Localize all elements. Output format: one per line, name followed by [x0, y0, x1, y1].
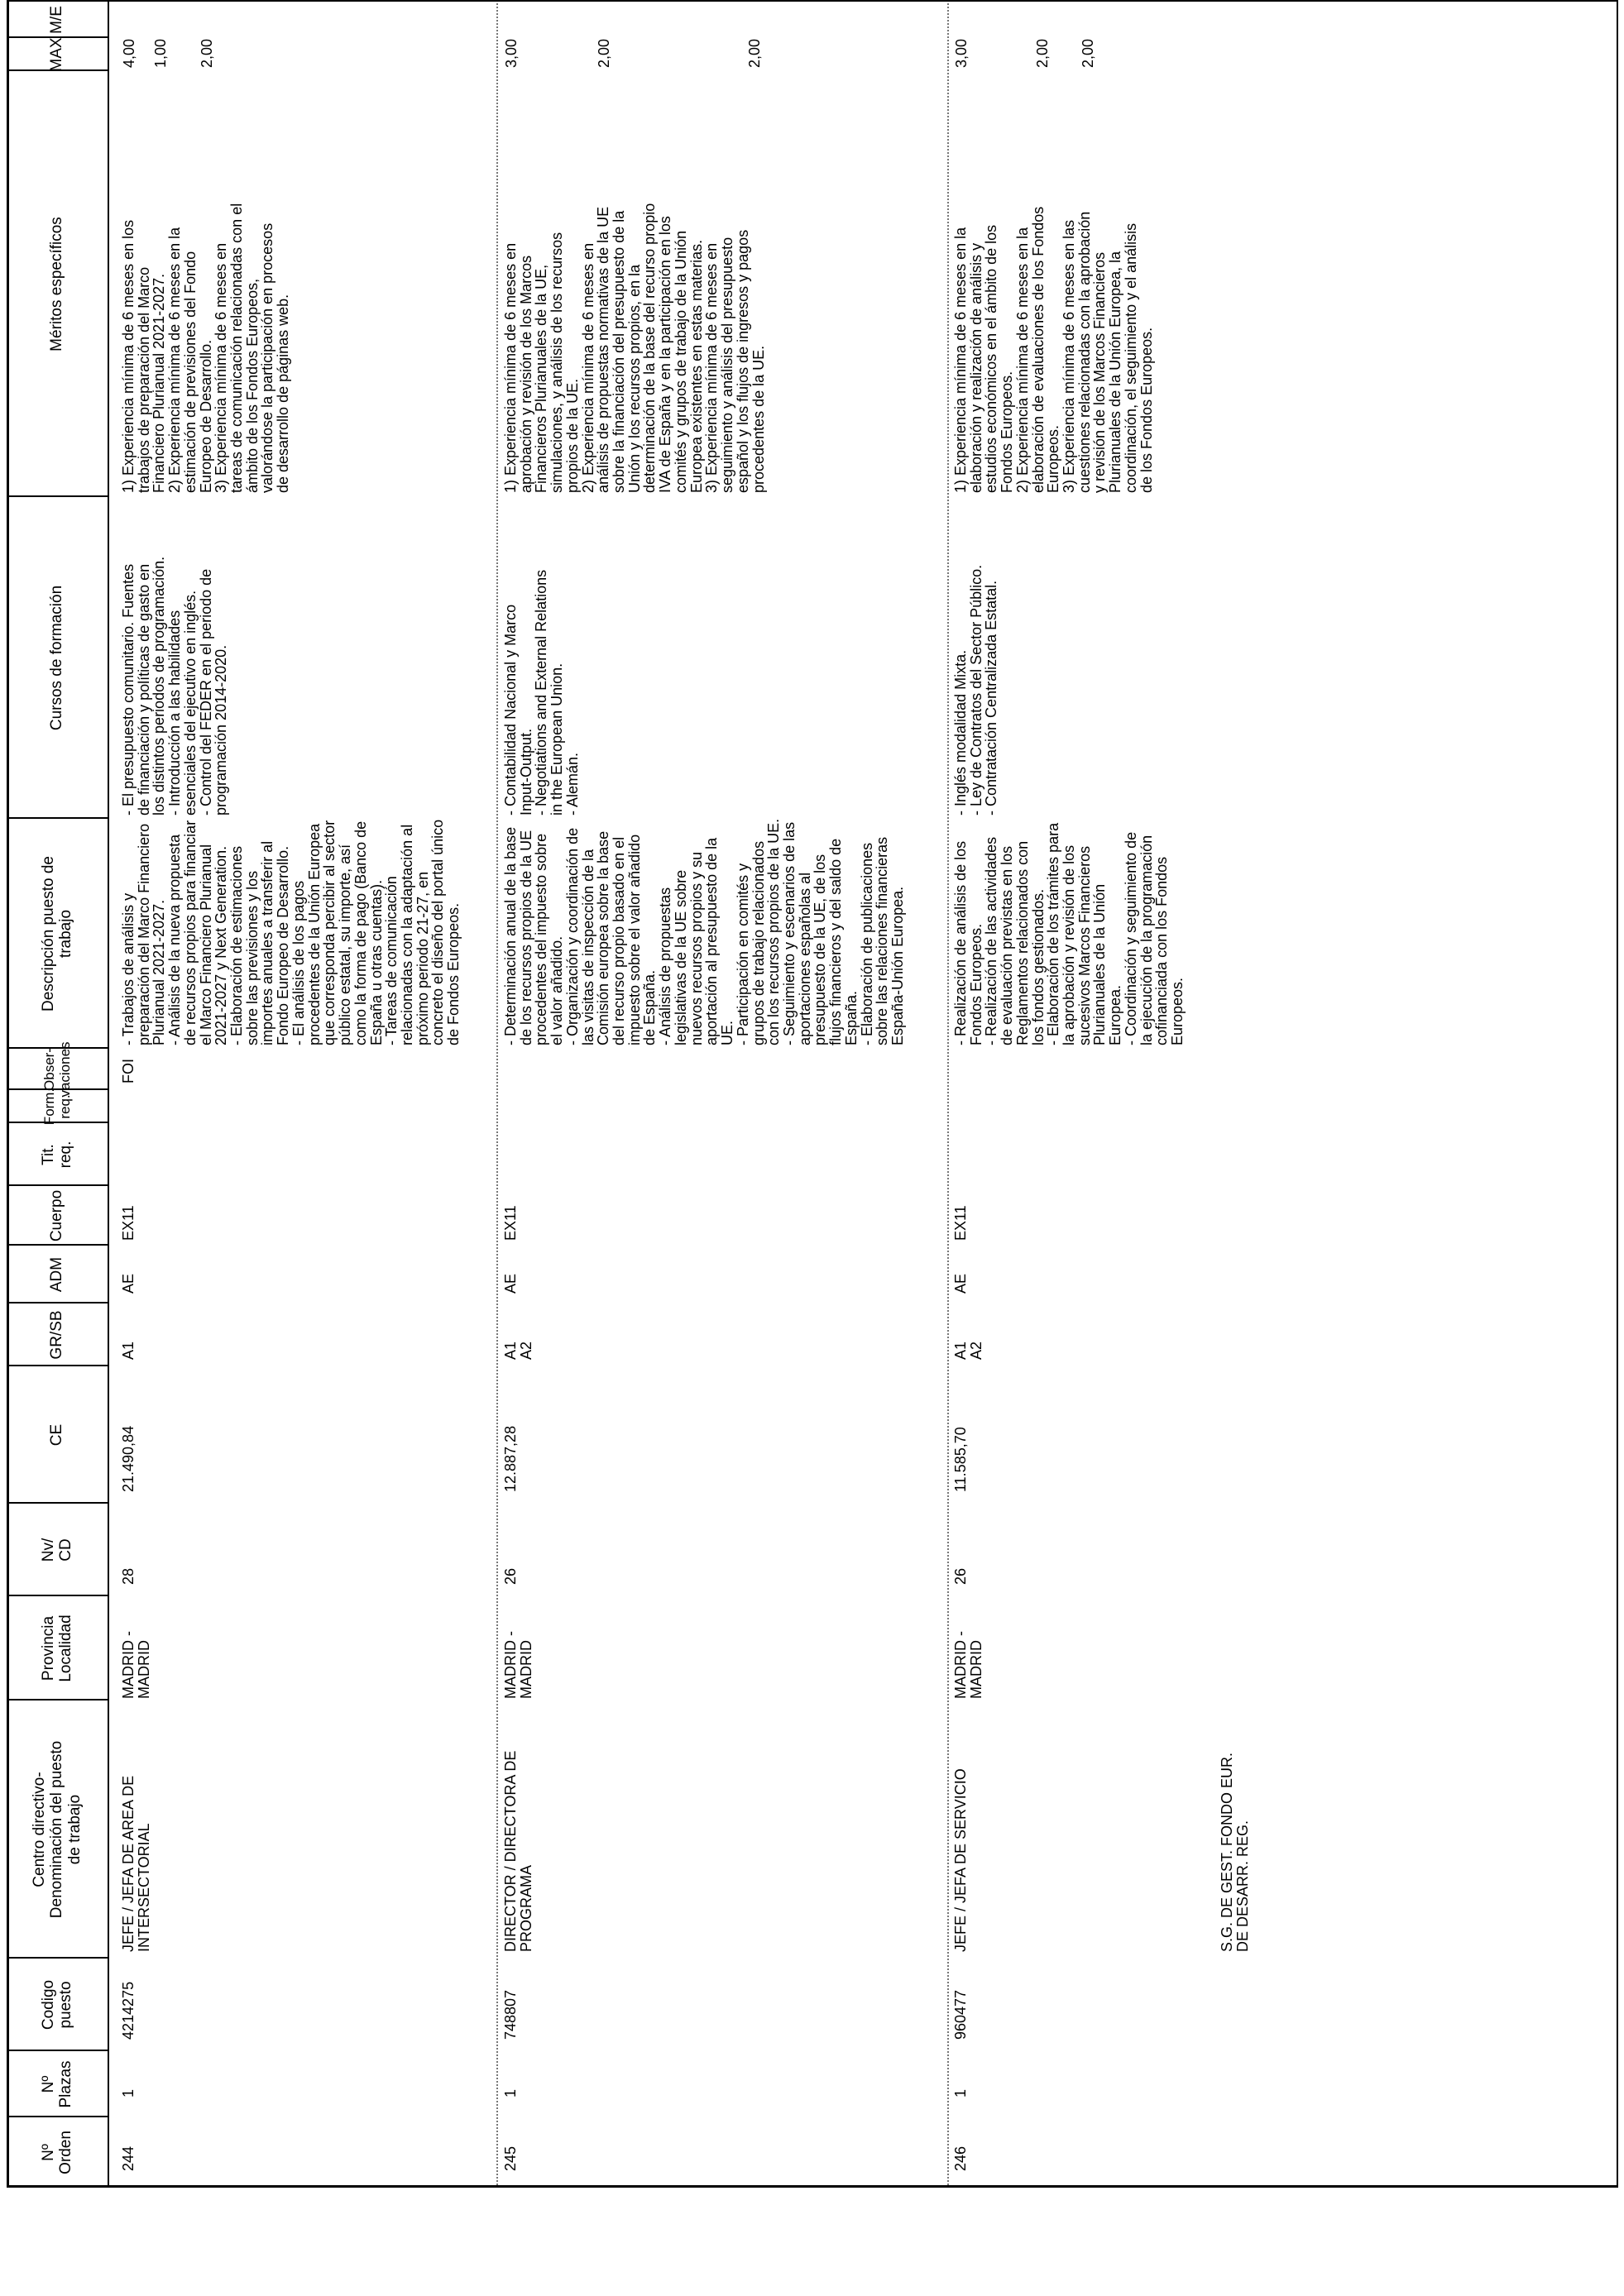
row-245-cursos: - Contabilidad Nacional y Marco Input-Output. - Negotiations and External Relations in the European Union. - Alemán.: [502, 569, 581, 816]
row-244-max-3: 2,00: [199, 38, 215, 68]
row-246-codigo: 960477: [952, 1989, 969, 2040]
row-244-meritos: 1) Experiencia mínima de 6 meses en los trabajos de preparación del Marco Financiero Plurianual 2021-2027. 2) Experiencia mínima de 6 meses en la estimación de previsiones del Fondo Europeo de Desarrollo. 3) Experiencia mínima de 6 meses en tareas de comunicación relacionadas con el ámbito de los Fondos Europeos, valorándose la participación en procesos de desarrollo de páginas web.: [120, 203, 292, 493]
header-grupo: GR/SB: [48, 1310, 66, 1360]
row-244-codigo: 4214275: [120, 1981, 137, 2040]
header-formacion: Form. req.: [41, 1088, 73, 1126]
header-codigo: Codigo puesto: [39, 1979, 74, 2031]
header-ce: CE: [48, 1423, 66, 1447]
row-245-adm: AE: [502, 1273, 519, 1294]
row-246-max-3: 2,00: [1080, 38, 1096, 68]
header-cursos: Cursos de formación: [48, 585, 66, 731]
row-245-descripcion: - Determinación anual de la base de los recursos propios de la UE procedentes del impuesto sobre el valor añadido. - Organización y coordinación de las visitas de inspección de la Comisión europea sobre la base del recurso propio basado en el impuesto sobre el valor añadido de España. - Análisis de propuestas legislativas de la UE sobre nuevos recursos propios y su aportación al presupuesto de la UE. - Participación en comités y grupos de trabajo relacionados con los recursos propios de la UE. - Seguimiento y escenarios de las aportaciones españolas al presupuesto de la UE, de los flujos financieros y del saldo de España. - Elaboración de publicaciones sobre las relaciones financieras España-Unión Europea.: [502, 818, 906, 1045]
row-245-nivel: 26: [502, 1567, 519, 1585]
unit-label: S.G. DE GEST. FONDO EUR. DE DESARR. REG.: [1219, 1752, 1251, 1952]
header-provincia: Provincia Localidad: [39, 1614, 74, 1682]
row-244-ce: 21.490,84: [120, 1425, 137, 1492]
row-244-cuerpo: EX11: [120, 1205, 137, 1241]
row-245-denominacion: DIRECTOR / DIRECTORA DE PROGRAMA: [502, 1750, 534, 1952]
row-246-provincia: MADRID - MADRID: [952, 1631, 984, 1699]
row-244-grupo: A1: [120, 1341, 137, 1360]
row-246-plazas: 1: [952, 2088, 969, 2097]
row-246-meritos: 1) Experiencia mínima de 6 meses en la elaboración y realización de análisis y estudios económicos en el ámbito de los Fondos Europeos. 2) Experiencia mínima de 6 meses en la elaboración de evaluaciones de los Fondos Europeos. 3) Experiencia mínima de 6 meses en las cuestiones relacionadas con la aprobación y revisión de los Marcos Financieros Plurianuales de la Unión Europea, la coordinación, el seguimiento y el análisis de los Fondos Europeos.: [952, 206, 1155, 493]
header-me: M/E: [48, 6, 66, 34]
row-245-meritos: 1) Experiencia mínima de 6 meses en aprobación y revisión de los Marcos Financieros Plurianuales de la UE, simulaciones, y análisis de los recursos propios de la UE. 2) Experiencia mínima de 6 meses en análisis de propuestas normativas de la UE sobre la financiación del presupuesto de la Unión y los recursos propios, en la determinación de la base del recurso propio IVA de España y en la participación en los comités y grupos de trabajo de la Unión Europea existentes en estas materias. 3) Experiencia mínima de 6 meses en seguimiento y análisis del presupuesto español y los flujos de ingresos y pagos procedentes de la UE.: [502, 203, 767, 493]
row-246-max-1: 3,00: [953, 38, 970, 68]
row-244-denominacion: JEFE / JEFA DE AREA DE INTERSECTORIAL: [120, 1775, 152, 1952]
row-246-grupo: A1 A2: [952, 1341, 984, 1360]
row-246-cuerpo: EX11: [952, 1205, 969, 1241]
row-245-max-3: 2,00: [746, 38, 763, 68]
row-245-max-1: 3,00: [503, 38, 520, 68]
header-max: MAX: [48, 37, 66, 72]
row-246-descripcion: - Realización de análisis de los Fondos Europeos. - Realización de las actividades de evaluación previstas en los Reglamentos relacionados con los fondos gestionados. - Elaboración de los trámites para la aprobación y revisión de los sucesivos Marcos Financieros Plurianuales de la Unión Europea. - Coordinación y seguimiento de la ejecución de la programación cofinanciada con los Fondos Europeos.: [952, 822, 1186, 1045]
header-descripcion: Descripción puesto de trabajo: [39, 856, 74, 1012]
header-cuerpo: Cuerpo: [48, 1189, 66, 1242]
row-244-cursos: - El presupuesto comunitario. Fuentes de financiación y políticas de gasto en los distintos periodos de programación. - Introducción a las habilidades esenciales del ejecutivo en inglés. - Control del FEDER en el periodo de programación 2014-2020.: [120, 556, 230, 816]
row-245-grupo: A1 A2: [502, 1341, 534, 1360]
row-246-cursos: - Inglés modalidad Mixta. - Ley de Contratos del Sector Público. - Contratación Centralizada Estatal.: [952, 564, 1000, 816]
row-245-orden: 245: [502, 2145, 519, 2171]
row-244-orden: 244: [120, 2145, 137, 2171]
row-246-denominacion: JEFE / JEFA DE SERVICIO: [952, 1768, 969, 1952]
row-246-adm: AE: [952, 1273, 969, 1294]
row-245-provincia: MADRID - MADRID: [502, 1631, 534, 1699]
row-244-max-2: 1,00: [152, 38, 169, 68]
header-orden: Nº Orden: [39, 2131, 74, 2174]
row-246-ce: 11.585,70: [952, 1427, 969, 1492]
header-adm: ADM: [48, 1256, 66, 1293]
row-244-adm: AE: [120, 1273, 137, 1294]
row-245-codigo: 748807: [502, 1989, 519, 2040]
header-observaciones: Obser- vaciones: [41, 1041, 73, 1098]
row-246-nivel: 26: [952, 1567, 969, 1585]
header-centro: Centro directivo- Denominación del puesto de trabajo: [31, 1740, 84, 1919]
header-nivel: Nv/ CD: [39, 1538, 74, 1562]
row-246-orden: 246: [952, 2145, 969, 2171]
row-245-cuerpo: EX11: [502, 1205, 519, 1241]
header-titulacion: Tit. req.: [39, 1141, 74, 1169]
header-plazas: Nº Plazas: [39, 2060, 74, 2108]
row-244-plazas: 1: [120, 2088, 137, 2097]
row-245-ce: 12.887,28: [502, 1425, 519, 1492]
row-246-max-2: 2,00: [1034, 38, 1051, 68]
row-244-descripcion: - Trabajos de análisis y preparación del Marco Financiero Plurianual 2021-2027. - Análisis de la nueva propuesta de recursos propios para financiar el Marco Financiero Plurianual 2021-2027 y Next Generation. - Elaboración de estimaciones sobre las previsiones y los importes anuales a transferir al Fondo Europeo de Desarrollo. - El análisis de los pagos procedentes de la Unión Europea que corresponda percibir al sector público estatal, su importe, así como la forma de pago (Banco de España u otras cuentas). - Tareas de comunicación relacionadas con la adaptación al próximo periodo 21-27, en concreto el diseño del portal único de Fondos Europeos.: [120, 819, 462, 1045]
row-245-plazas: 1: [502, 2088, 519, 2097]
row-244-provincia: MADRID - MADRID: [120, 1631, 152, 1699]
row-244-nivel: 28: [120, 1567, 137, 1585]
row-245-max-2: 2,00: [596, 38, 612, 68]
header-meritos: Méritos específicos: [48, 217, 66, 352]
row-244-observaciones: FOI: [120, 1059, 137, 1083]
row-244-max-1: 4,00: [121, 38, 137, 68]
